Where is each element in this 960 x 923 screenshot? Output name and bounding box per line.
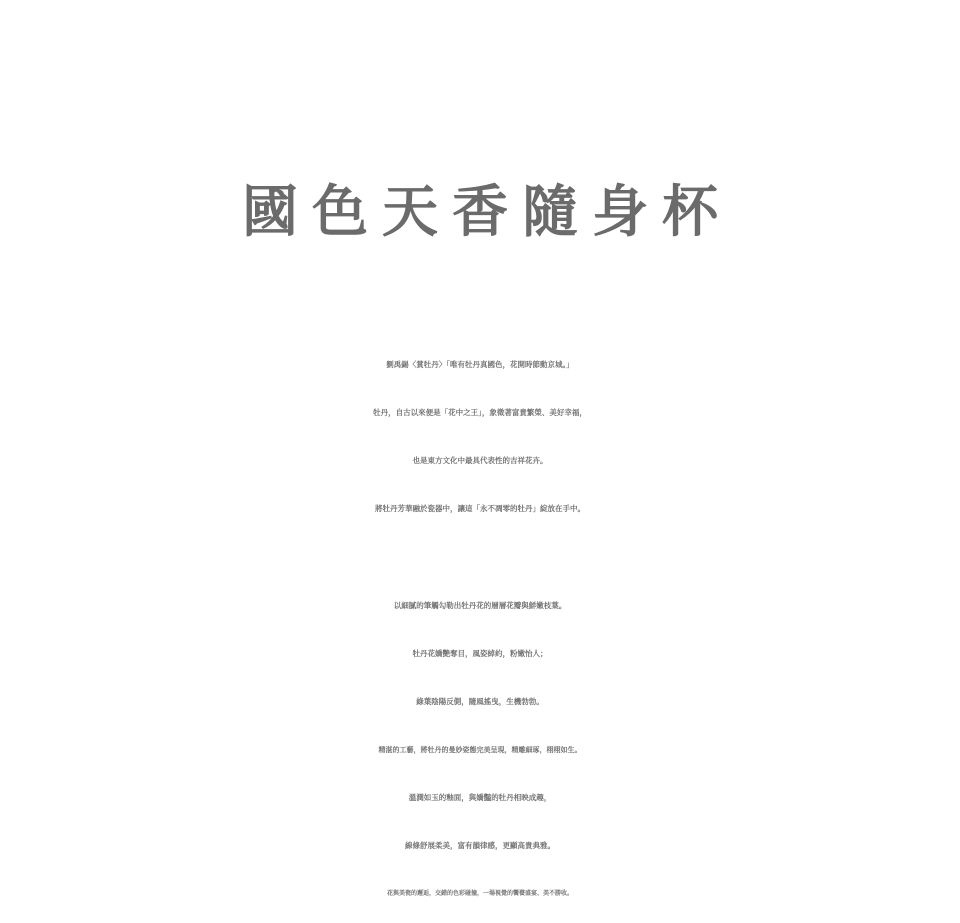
description-text-line: 溫潤如玉的釉面，與嬌豔的牡丹相映成趣， [408, 793, 552, 802]
poem-quote-line: 劉禹錫〈賞牡丹〉「唯有牡丹真國色，花開時節動京城。」 [386, 360, 574, 369]
description-text-line: 綠葉陰陽反側，隨風搖曳，生機勃勃。 [416, 697, 544, 706]
intro-text-line: 也是東方文化中最具代表性的吉祥花卉。 [412, 456, 548, 465]
description-text-line: 以細膩的筆觸勾勒出牡丹花的層層花瓣與鮮嫩枝葉。 [393, 601, 567, 610]
description-text-line: 花與美瓷的邂逅，交錯的色彩碰撞，一場視覺的饗餮盛宴、美不勝收。 [386, 890, 573, 897]
description-text-line: 線條舒展柔美，富有韻律感，更顯高貴典雅。 [405, 841, 555, 850]
page-title: 國色天香隨身杯 [242, 180, 732, 245]
intro-text-line: 將牡丹芳華融於瓷器中，讓這「永不凋零的牡丹」綻放在手中。 [375, 504, 585, 513]
description-text-line: 牡丹花嬌艷奪目，風姿綽約，粉嫩怡人； [412, 649, 548, 658]
intro-text-line: 牡丹，自古以來便是「花中之王」，象徵著富貴繁榮、美好幸福， [373, 408, 587, 417]
description-text-line: 精湛的工藝，將牡丹的曼妙姿態完美呈現，精雕細琢，栩栩如生。 [378, 746, 582, 754]
